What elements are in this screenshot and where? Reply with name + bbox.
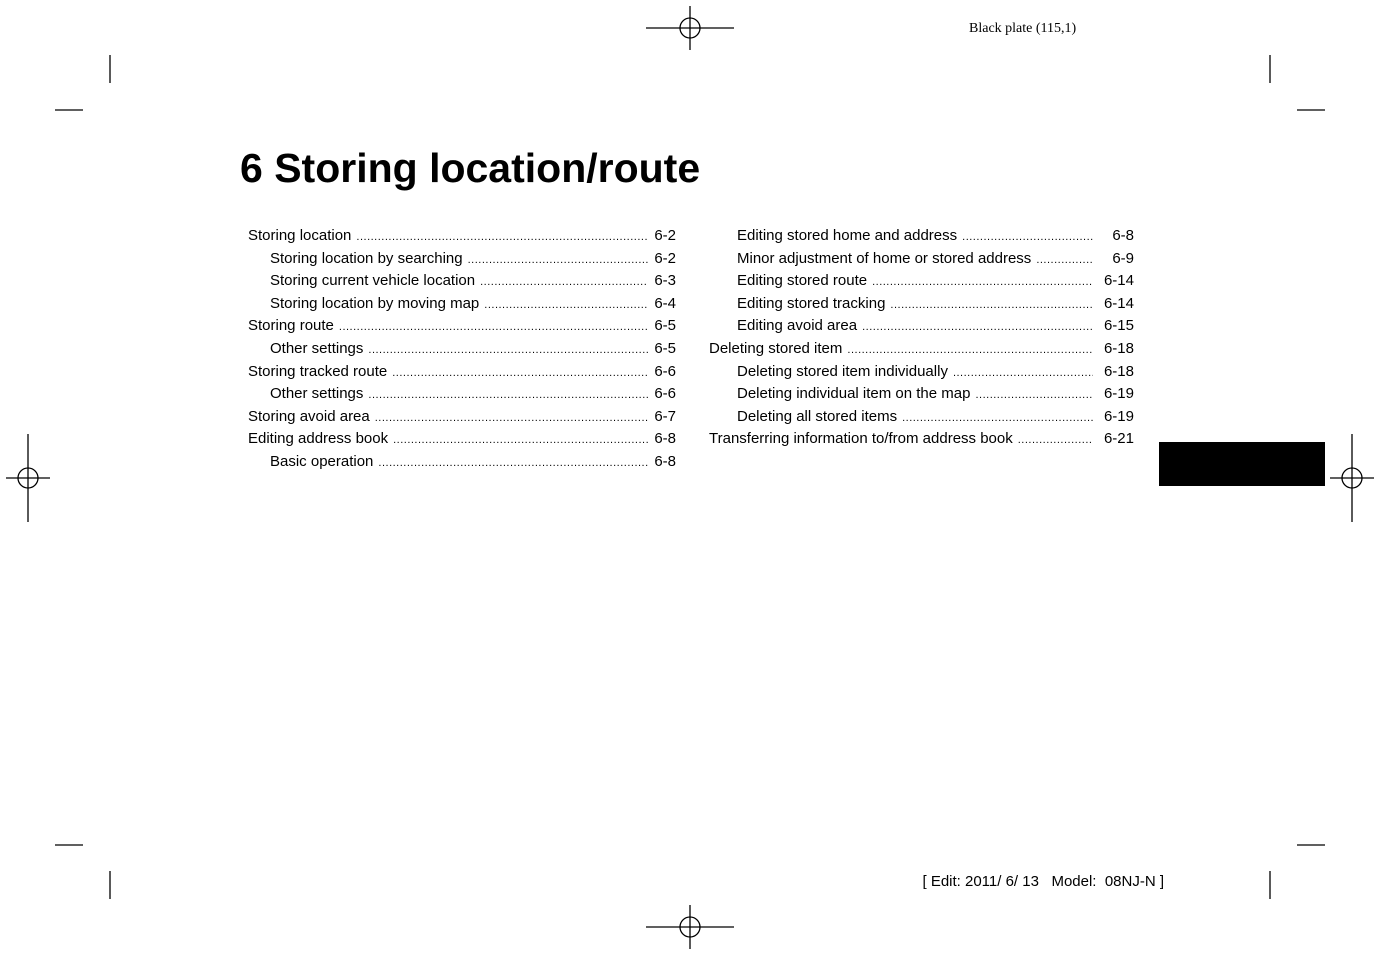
toc-page-number: 6-14 bbox=[1103, 294, 1134, 312]
toc-dot-leader bbox=[975, 384, 1093, 407]
toc-dot-leader bbox=[847, 339, 1093, 362]
toc-entry[interactable] bbox=[248, 248, 676, 271]
toc-page-number: 6-18 bbox=[1103, 339, 1134, 357]
toc-page-number: 6-5 bbox=[654, 339, 676, 357]
toc-entry-label: Other settings bbox=[270, 339, 364, 357]
toc-dot-leader bbox=[393, 429, 648, 452]
toc-entry-label: Storing current vehicle location bbox=[270, 272, 476, 290]
toc-dot-leader bbox=[392, 362, 648, 385]
toc-dot-leader bbox=[378, 452, 648, 475]
toc-page-number: 6-3 bbox=[654, 272, 676, 290]
chapter-tab-marker bbox=[1159, 442, 1325, 486]
toc-entry-label: Deleting all stored items bbox=[737, 407, 898, 425]
toc-dot-leader bbox=[1036, 249, 1093, 272]
toc-left-column bbox=[248, 225, 676, 474]
toc-page-number: 6-8 bbox=[654, 452, 676, 470]
toc-dot-leader bbox=[368, 384, 648, 407]
toc-entry[interactable] bbox=[248, 338, 676, 361]
toc-dot-leader bbox=[962, 226, 1093, 249]
toc-entry[interactable] bbox=[709, 361, 1134, 384]
toc-entry-label: Editing avoid area bbox=[737, 317, 858, 335]
toc-entry-label: Storing avoid area bbox=[248, 407, 370, 425]
toc-entry[interactable] bbox=[709, 383, 1134, 406]
toc-entry[interactable] bbox=[709, 270, 1134, 293]
toc-page-number: 6-8 bbox=[654, 430, 676, 448]
toc-entry-label: Basic operation bbox=[270, 452, 374, 470]
toc-dot-leader bbox=[484, 294, 648, 317]
toc-entry[interactable] bbox=[709, 406, 1134, 429]
toc-dot-leader bbox=[375, 407, 649, 430]
toc-entry-label: Editing stored tracking bbox=[737, 294, 886, 312]
toc-entry[interactable] bbox=[709, 293, 1134, 316]
toc-dot-leader bbox=[368, 339, 648, 362]
toc-entry-label: Storing location by moving map bbox=[270, 294, 480, 312]
toc-page-number: 6-6 bbox=[654, 385, 676, 403]
toc-entry[interactable] bbox=[709, 225, 1134, 248]
toc-page-number: 6-2 bbox=[654, 227, 676, 244]
toc-entry[interactable] bbox=[248, 451, 676, 474]
toc-entry[interactable] bbox=[248, 225, 676, 248]
toc-page-number: 6-9 bbox=[1112, 249, 1134, 267]
toc-dot-leader bbox=[480, 271, 648, 294]
toc-entry-label: Storing tracked route bbox=[248, 362, 388, 380]
toc-page-number: 6-18 bbox=[1103, 362, 1134, 380]
toc-entry[interactable] bbox=[248, 270, 676, 293]
toc-entry[interactable] bbox=[709, 248, 1134, 271]
toc-page-number: 6-15 bbox=[1103, 317, 1134, 335]
toc-entry-label: Deleting individual item on the map bbox=[737, 385, 971, 403]
toc-entry-label: Deleting stored item individually bbox=[737, 362, 948, 380]
toc-entry-label: Other settings bbox=[270, 385, 364, 403]
toc-entry-label: Storing location bbox=[248, 227, 352, 244]
toc-entry-label: Editing address book bbox=[248, 430, 389, 448]
toc-dot-leader bbox=[953, 362, 1093, 385]
toc-page-number: 6-2 bbox=[654, 249, 676, 267]
toc-page-number: 6-6 bbox=[654, 362, 676, 380]
toc-page-number: 6-14 bbox=[1103, 272, 1134, 290]
toc-dot-leader bbox=[1018, 429, 1093, 452]
toc-entry-label: Deleting stored item bbox=[709, 339, 843, 357]
toc-dot-leader bbox=[890, 294, 1093, 317]
toc-entry[interactable] bbox=[709, 315, 1134, 338]
toc-entry[interactable] bbox=[248, 315, 676, 338]
toc-entry-label: Editing stored route bbox=[737, 272, 868, 290]
toc-entry[interactable] bbox=[248, 428, 676, 451]
toc-page-number: 6-7 bbox=[654, 407, 676, 425]
toc-dot-leader bbox=[468, 249, 649, 272]
toc-page-number: 6-8 bbox=[1112, 227, 1134, 244]
toc-entry[interactable] bbox=[248, 383, 676, 406]
toc-dot-leader bbox=[862, 316, 1093, 339]
toc-page-number: 6-19 bbox=[1103, 407, 1134, 425]
toc-entry-label: Storing location by searching bbox=[270, 249, 463, 267]
toc-entry[interactable] bbox=[709, 338, 1134, 361]
toc-page-number: 6-21 bbox=[1103, 430, 1134, 448]
toc-entry-label: Editing stored home and address bbox=[737, 227, 958, 244]
toc-entry[interactable] bbox=[248, 406, 676, 429]
chapter-title: 6 Storing location/route bbox=[240, 145, 701, 191]
toc-dot-leader bbox=[872, 271, 1093, 294]
toc-entry-label: Storing route bbox=[248, 317, 334, 335]
toc-entry[interactable] bbox=[248, 293, 676, 316]
toc-dot-leader bbox=[356, 226, 648, 249]
toc-entry[interactable] bbox=[709, 428, 1134, 451]
toc-page-number: 6-19 bbox=[1103, 385, 1134, 403]
plate-label: Black plate (115,1) bbox=[969, 21, 1077, 36]
edit-info: [ Edit: 2011/ 6/ 13 Model: 08NJ-N ] bbox=[922, 873, 1164, 890]
toc-page-number: 6-5 bbox=[654, 317, 676, 335]
toc-dot-leader bbox=[902, 407, 1093, 430]
toc-page-number: 6-4 bbox=[654, 294, 676, 312]
toc-right-column bbox=[709, 225, 1134, 451]
toc-entry[interactable] bbox=[248, 361, 676, 384]
toc-entry-label: Minor adjustment of home or stored address bbox=[737, 249, 1032, 267]
toc-dot-leader bbox=[339, 316, 648, 339]
toc-entry-label: Transferring information to/from address book bbox=[709, 430, 1013, 448]
